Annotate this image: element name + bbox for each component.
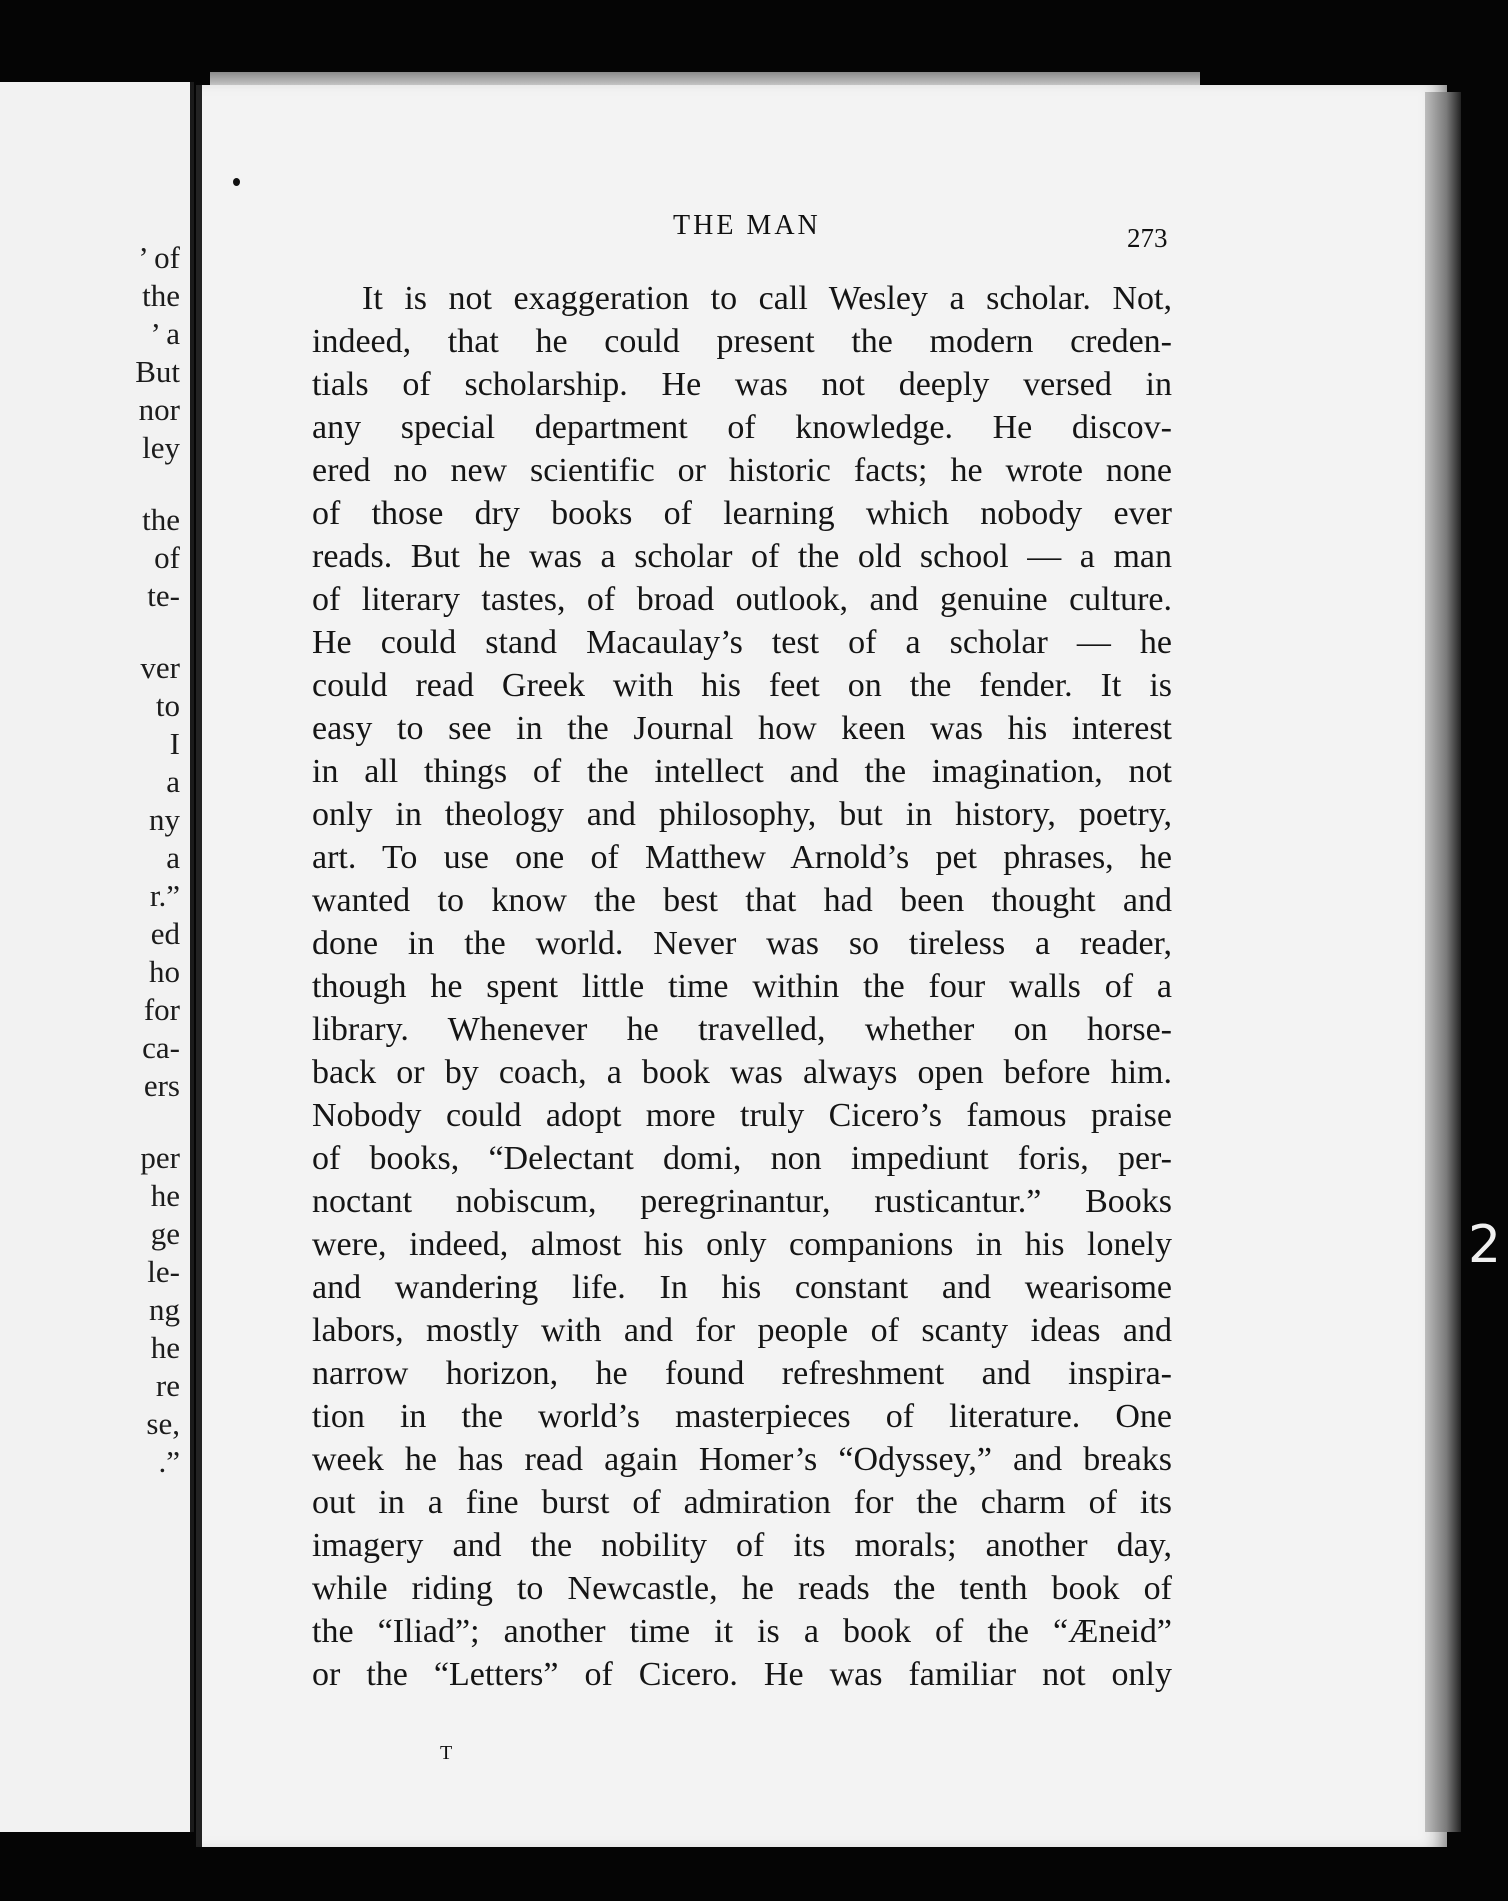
text-line: tials of scholarship. He was not deeply versed in — [312, 366, 1172, 403]
left-fragment: ’ a — [150, 316, 180, 351]
left-fragment: a — [166, 764, 180, 799]
text-line: narrow horizon, he found refreshment and inspira- — [312, 1355, 1172, 1392]
left-fragment: ed — [150, 916, 180, 951]
text-line: He could stand Macaulay’s test of a scholar — he — [312, 624, 1172, 661]
text-line: reads. But he was a scholar of the old school — a man — [312, 538, 1172, 575]
left-fragment: a — [166, 840, 180, 875]
left-fragment: the — [142, 502, 180, 537]
left-fragment: for — [143, 992, 180, 1027]
text-line: wanted to know the best that had been thought and — [312, 882, 1172, 919]
text-line: only in theology and philosophy, but in history, poetry, — [312, 796, 1172, 833]
left-fragment: ge — [150, 1216, 180, 1251]
text-line: out in a fine burst of admiration for the charm of its — [312, 1484, 1172, 1521]
text-line: in all things of the intellect and the imagination, not — [312, 753, 1172, 790]
text-line: imagery and the nobility of its morals; another day, — [312, 1527, 1172, 1564]
left-fragment: te- — [147, 578, 180, 613]
text-line: done in the world. Never was so tireless a reader, — [312, 925, 1172, 962]
text-line: tion in the world’s masterpieces of literature. One — [312, 1398, 1172, 1435]
text-line: though he spent little time within the four walls of a — [312, 968, 1172, 1005]
left-fragment: se, — [146, 1406, 180, 1441]
signature-mark: T — [440, 1742, 453, 1764]
left-fragment: le- — [147, 1254, 180, 1289]
text-line: easy to see in the Journal how keen was his interest — [312, 710, 1172, 747]
text-line: art. To use one of Matthew Arnold’s pet phrases, he — [312, 839, 1172, 876]
page-number: 273 — [1127, 223, 1168, 253]
text-line: were, indeed, almost his only companions in his lonely — [312, 1226, 1172, 1263]
text-line: labors, mostly with and for people of scanty ideas and — [312, 1312, 1172, 1349]
running-head: THE MAN — [673, 210, 821, 241]
left-fragment: I — [169, 726, 180, 761]
left-fragment: of — [154, 540, 180, 575]
text-line: or the “Letters” of Cicero. He was familiar not only — [312, 1656, 1172, 1693]
left-fragment: r.” — [149, 878, 180, 913]
text-line: and wandering life. In his constant and wearisome — [312, 1269, 1172, 1306]
text-line: noctant nobiscum, peregrinantur, rusticantur.” Books — [312, 1183, 1172, 1220]
left-fragment: ny — [149, 802, 180, 837]
page-top-edge — [210, 72, 1200, 86]
text-line: back or by coach, a book was always open before him. — [312, 1054, 1172, 1091]
left-fragment: ver — [140, 650, 180, 685]
text-line: It is not exaggeration to call Wesley a scholar. Not, — [362, 280, 1172, 317]
text-line: any special department of knowledge. He discov- — [312, 409, 1172, 446]
left-fragment: ’ of — [138, 240, 180, 275]
text-line: while riding to Newcastle, he reads the tenth book of — [312, 1570, 1172, 1607]
text-line: ered no new scientific or historic facts; he wrote none — [312, 452, 1172, 489]
left-fragment: per — [140, 1140, 180, 1175]
left-fragment: ca- — [142, 1030, 180, 1065]
left-fragment: nor — [138, 392, 180, 427]
left-fragment: ley — [142, 430, 180, 465]
text-line: of those dry books of learning which nobody ever — [312, 495, 1172, 532]
text-line: week he has read again Homer’s “Odyssey,” and breaks — [312, 1441, 1172, 1478]
ink-dot — [233, 178, 240, 186]
left-fragment: ers — [143, 1068, 180, 1103]
text-line: the “Iliad”; another time it is a book of the “Æneid” — [312, 1613, 1172, 1650]
left-fragment: .” — [158, 1444, 180, 1479]
text-line: indeed, that he could present the modern creden- — [312, 323, 1172, 360]
left-page — [0, 82, 194, 1832]
text-line: library. Whenever he travelled, whether on horse- — [312, 1011, 1172, 1048]
text-line: of books, “Delectant domi, non impediunt foris, per- — [312, 1140, 1172, 1177]
text-line: of literary tastes, of broad outlook, and genuine culture. — [312, 581, 1172, 618]
left-fragment: the — [142, 278, 180, 313]
page-fore-edge — [1425, 92, 1461, 1832]
left-fragment: re — [155, 1368, 180, 1403]
margin-mark: 2 — [1468, 1215, 1502, 1275]
left-fragment: he — [150, 1178, 180, 1213]
left-fragment: ng — [149, 1292, 180, 1327]
left-fragment: ho — [149, 954, 180, 989]
text-line: could read Greek with his feet on the fender. It is — [312, 667, 1172, 704]
left-fragment: But — [135, 354, 180, 389]
left-fragment: to — [155, 688, 180, 723]
text-line: Nobody could adopt more truly Cicero’s famous praise — [312, 1097, 1172, 1134]
left-fragment: he — [150, 1330, 180, 1365]
